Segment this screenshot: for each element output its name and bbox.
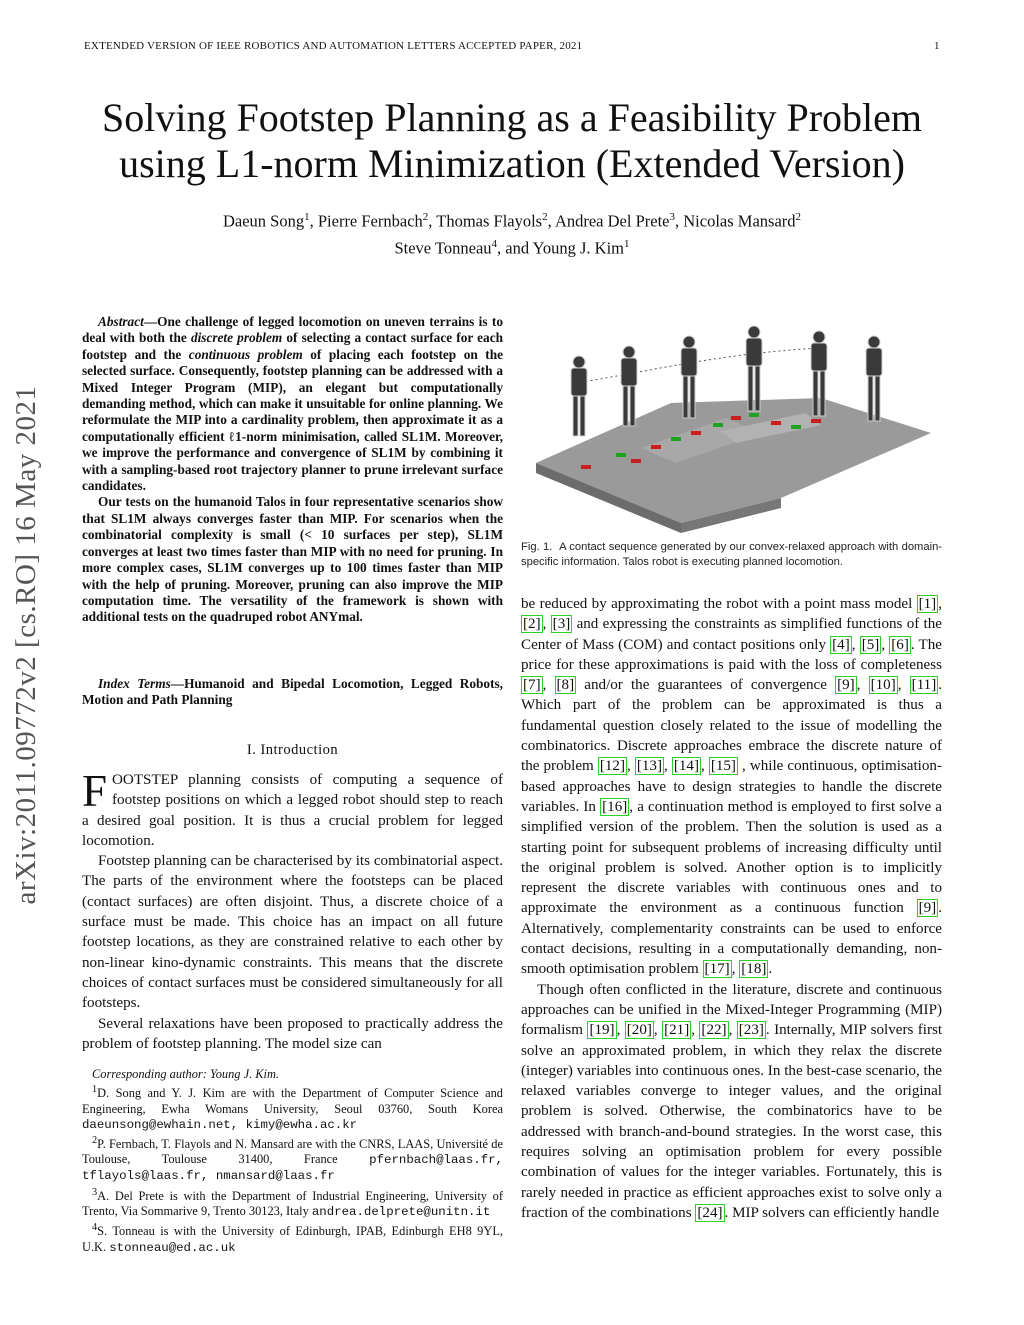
email-address[interactable]: daeunsong@ewhain.net, kimy@ewha.ac.kr bbox=[82, 1117, 358, 1132]
citation-link[interactable]: [1] bbox=[918, 596, 937, 612]
affiliation-mark: 2 bbox=[422, 211, 429, 223]
footnotes bbox=[82, 1067, 503, 1256]
footnote-2: $^2$P. Fernbach, T. Flayols and N. Mansard are with the CNRS, LAAS, Université de Toulouse, Toulouse 31400, France pfernbach@laas.fr, tflayols@laas.fr, nmansard@laas.fr bbox=[82, 1134, 503, 1184]
citation-link[interactable]: [15] bbox=[710, 758, 736, 775]
author-name: Daeun Song bbox=[222, 211, 305, 231]
citation-link[interactable]: [6] bbox=[891, 636, 909, 653]
caption-label: Fig. 1. bbox=[521, 541, 553, 553]
email-address[interactable]: pfernbach@laas.fr, tflayols@laas.fr, nmansard@laas.fr bbox=[82, 1153, 503, 1184]
abstract-paragraph-1: Abstract—One challenge of legged locomotion on uneven terrains is to deal with both the discrete problem of selecting a contact surface for each footstep and the continuous problem of placing each footstep on the selected surface. Consequently, footstep planning can be addressed with a Mixed Integer Program (MIP), an elegant but computationally demanding method, which can make it unsuitable for online planning. We reformulate the MIP into a cardinality problem, then approximate it as a computationally efficient ℓ1-norm minimisation, called SL1M. Moreover, we improve the performance and convergence of SL1M by combining it with a sampling-based root trajectory planner to prune irrelevant surface candidates. bbox=[82, 314, 503, 494]
citation-link[interactable]: [19] bbox=[589, 1022, 615, 1039]
affiliation-mark: 1 bbox=[624, 237, 630, 250]
abstract bbox=[82, 314, 503, 626]
author-name: Andrea Del Prete bbox=[554, 211, 670, 231]
intro-paragraph-3: Several relaxations have been proposed to practically address the problem of footstep planning. The model size can bbox=[82, 1015, 503, 1052]
abstract-label: Abstract bbox=[98, 314, 144, 329]
citation-link[interactable]: [9] bbox=[918, 900, 937, 917]
intro-paragraph-2: Footstep planning can be characterised by its combinatorial aspect. The parts of the environment where the footsteps can be placed (contact surfaces) are often disjoint. Thus, a discrete choice of a surface must be made. This choice has an impact on all future footstep locations, as they are constrained relative to each other by non-linear kino-dynamic constraints. This means that the discrete choices of contact surfaces must be considered simultaneously for all footsteps. bbox=[82, 853, 503, 1012]
running-header: EXTENDED VERSION OF IEEE ROBOTICS AND AUTOMATION LETTERS ACCEPTED PAPER, 2021 bbox=[84, 40, 583, 52]
intro-paragraph-1: FOOTSTEP planning consists of computing a sequence of footstep positions on which a legged robot should step to reach a desired goal position. It is thus a crucial problem for legged locomotion. bbox=[82, 766, 503, 849]
author-name: Nicolas Mansard bbox=[683, 211, 796, 231]
citation-link[interactable]: [23] bbox=[738, 1022, 764, 1039]
affiliation-mark: 1 bbox=[304, 211, 310, 223]
citation-link[interactable]: [5] bbox=[861, 636, 880, 653]
citation-link[interactable]: [10] bbox=[870, 677, 896, 694]
author-name: Steve Tonneau bbox=[394, 238, 492, 257]
citation-link[interactable]: [22] bbox=[701, 1022, 727, 1039]
affiliation-mark: 3 bbox=[669, 211, 675, 223]
author-name: Young J. Kim bbox=[532, 238, 625, 257]
footnote-corresponding: Corresponding author: Young J. Kim. bbox=[92, 1067, 280, 1081]
citation-link[interactable]: [3] bbox=[552, 616, 571, 633]
author-name: Pierre Fernbach bbox=[317, 211, 423, 231]
citation-link[interactable]: [13] bbox=[636, 758, 662, 775]
citation-link[interactable]: [2] bbox=[523, 616, 541, 633]
paper-title bbox=[40, 95, 984, 187]
figure-robot-footsteps bbox=[521, 313, 941, 533]
right-paragraph-1: be reduced by approximating the robot with a point mass model [1] , [2] , [3] and expressing the constraints as simplified functions of the Center of Mass (COM) and contact positions only [4] , [5] , [6] . The price for these approximations is paid with the loss of completeness [7] , [8] and/or the guarantees of convergence [9] , [10] , [11] . Which part of the problem can be approximated is thus a fundamental question closely related to the issue of modelling the combinatorics. Discrete approaches embrace the discrete nature of the problem [12] , [13] , [14] , [15] , while continuous, optimisation-based approaches have to design strategies to handle the discrete variables. In [16] , a continuation method is employed to first solve a simplified version of the problem. Then the solution is used as a starting point for subsequent problems of increasing difficulty until the original problem is solved. Another option is to implicitly represent the discrete variables with continuous ones and to approximate the environment as a continuous function [9] . Alternatively, complementarity constraints can be used to enforce contact decisions, resulting in a computationally demanding, non-smooth optimisation problem [17] , [18] . bbox=[521, 596, 943, 978]
footnote-4: $^4$S. Tonneau is with the University of Edinburgh, IPAB, Edinburgh EH8 9YL, U.K. stonneau@ed.ac.uk bbox=[82, 1222, 503, 1255]
title-line-1: Solving Footstep Planning as a Feasibility Problem bbox=[102, 95, 922, 140]
footnote-3: $^3$A. Del Prete is with the Department of Industrial Engineering, University of Trento, Via Sommarive 9, Trento 30123, Italy andrea.delprete@unitn.it bbox=[82, 1186, 503, 1219]
footnote-1: $^1$D. Song and Y. J. Kim are with the Department of Computer Science and Engineering, Ewha Womans University, Seoul 03760, South Korea daeunsong@ewhain.net, kimy@ewha.ac.kr bbox=[82, 1084, 503, 1132]
right-column-body bbox=[521, 594, 942, 1223]
citation-link[interactable]: [14] bbox=[673, 758, 699, 775]
citation-link[interactable]: [18] bbox=[741, 961, 767, 978]
email-address[interactable]: stonneau@ed.ac.uk bbox=[109, 1240, 236, 1255]
affiliation-mark: 4 bbox=[491, 237, 498, 250]
figure-caption: Fig. 1. A contact sequence generated by our convex-relaxed approach with domain-specific information. Talos robot is executing planned locomotion. bbox=[521, 541, 943, 568]
citation-link[interactable]: [9] bbox=[837, 677, 855, 694]
citation-link[interactable]: [4] bbox=[832, 636, 850, 653]
author-conjunction: and bbox=[505, 238, 530, 257]
arxiv-stamp: arXiv:2011.09772v2 [cs.RO] 16 May 2021 bbox=[10, 385, 42, 905]
author-list: Daeun Song$^1$, Pierre Fernbach$^2$, Thomas Flayols$^2$, Andrea Del Prete$^3$, Nicolas Mansard$^2$ Steve Tonneau$^4$, and Young J. Kim$^1$ bbox=[222, 211, 802, 257]
email-address[interactable]: andrea.delprete@unitn.it bbox=[311, 1205, 491, 1219]
introduction-body bbox=[82, 766, 503, 1054]
section-heading-introduction: I. Introduction bbox=[246, 742, 339, 758]
index-terms-label: Index Terms bbox=[98, 676, 171, 691]
drop-cap: F bbox=[82, 766, 108, 816]
index-terms: Index Terms—Humanoid and Bipedal Locomotion, Legged Robots, Motion and Path Planning bbox=[82, 676, 504, 708]
page-number: 1 bbox=[934, 40, 940, 52]
citation-link[interactable]: [8] bbox=[556, 677, 575, 694]
right-paragraph-2: Though often conflicted in the literature, discrete and continuous approaches can be unified in the Mixed-Integer Programming (MIP) formalism [19] , [20] , [21] , [22] , [23] . Internally, MIP solvers first solve an approximated problem, in which they relax the discrete (integer) variables into continuous ones. In the best-case scenario, the relaxed variables converge to integer values, and the original problem is solved. Otherwise, the combinatorics have to be addressed with branch-and-bound strategies. In the worst case, this requires solving an optimisation problem for every possible combination of values for the integer variables. Fortunately, this is rarely needed in practice as efficient approaches exist to solve only a fraction of the combinations [24] . MIP solvers can efficiently handle bbox=[521, 981, 943, 1221]
citation-link[interactable]: [17] bbox=[704, 961, 730, 978]
affiliation-mark: 2 bbox=[795, 211, 802, 223]
citation-link[interactable]: [20] bbox=[626, 1022, 652, 1039]
title-line-2: using L1-norm Minimization (Extended Version) bbox=[119, 141, 905, 186]
citation-link[interactable]: [7] bbox=[523, 677, 541, 694]
citation-link[interactable]: [12] bbox=[599, 758, 626, 775]
affiliation-mark: 2 bbox=[542, 211, 548, 223]
abstract-paragraph-2: Our tests on the humanoid Talos in four representative scenarios show that SL1M always converges faster than MIP. For scenarios when the combinatorial complexity is small (< 10 surfaces per step), SL1M converges at least two times faster than MIP with no need for pruning. In more complex cases, SL1M converges up to 100 times faster than MIP with the help of pruning. Moreover, pruning can also improve the MIP computation time. The versatility of the framework is shown with additional tests on the quadruped robot ANYmal. bbox=[82, 494, 503, 625]
citation-link[interactable]: [21] bbox=[664, 1022, 690, 1039]
author-name: Thomas Flayols bbox=[436, 211, 543, 231]
citation-link[interactable]: [16] bbox=[602, 798, 628, 815]
citation-link[interactable]: [24] bbox=[697, 1204, 723, 1221]
citation-link[interactable]: [11] bbox=[911, 677, 937, 694]
